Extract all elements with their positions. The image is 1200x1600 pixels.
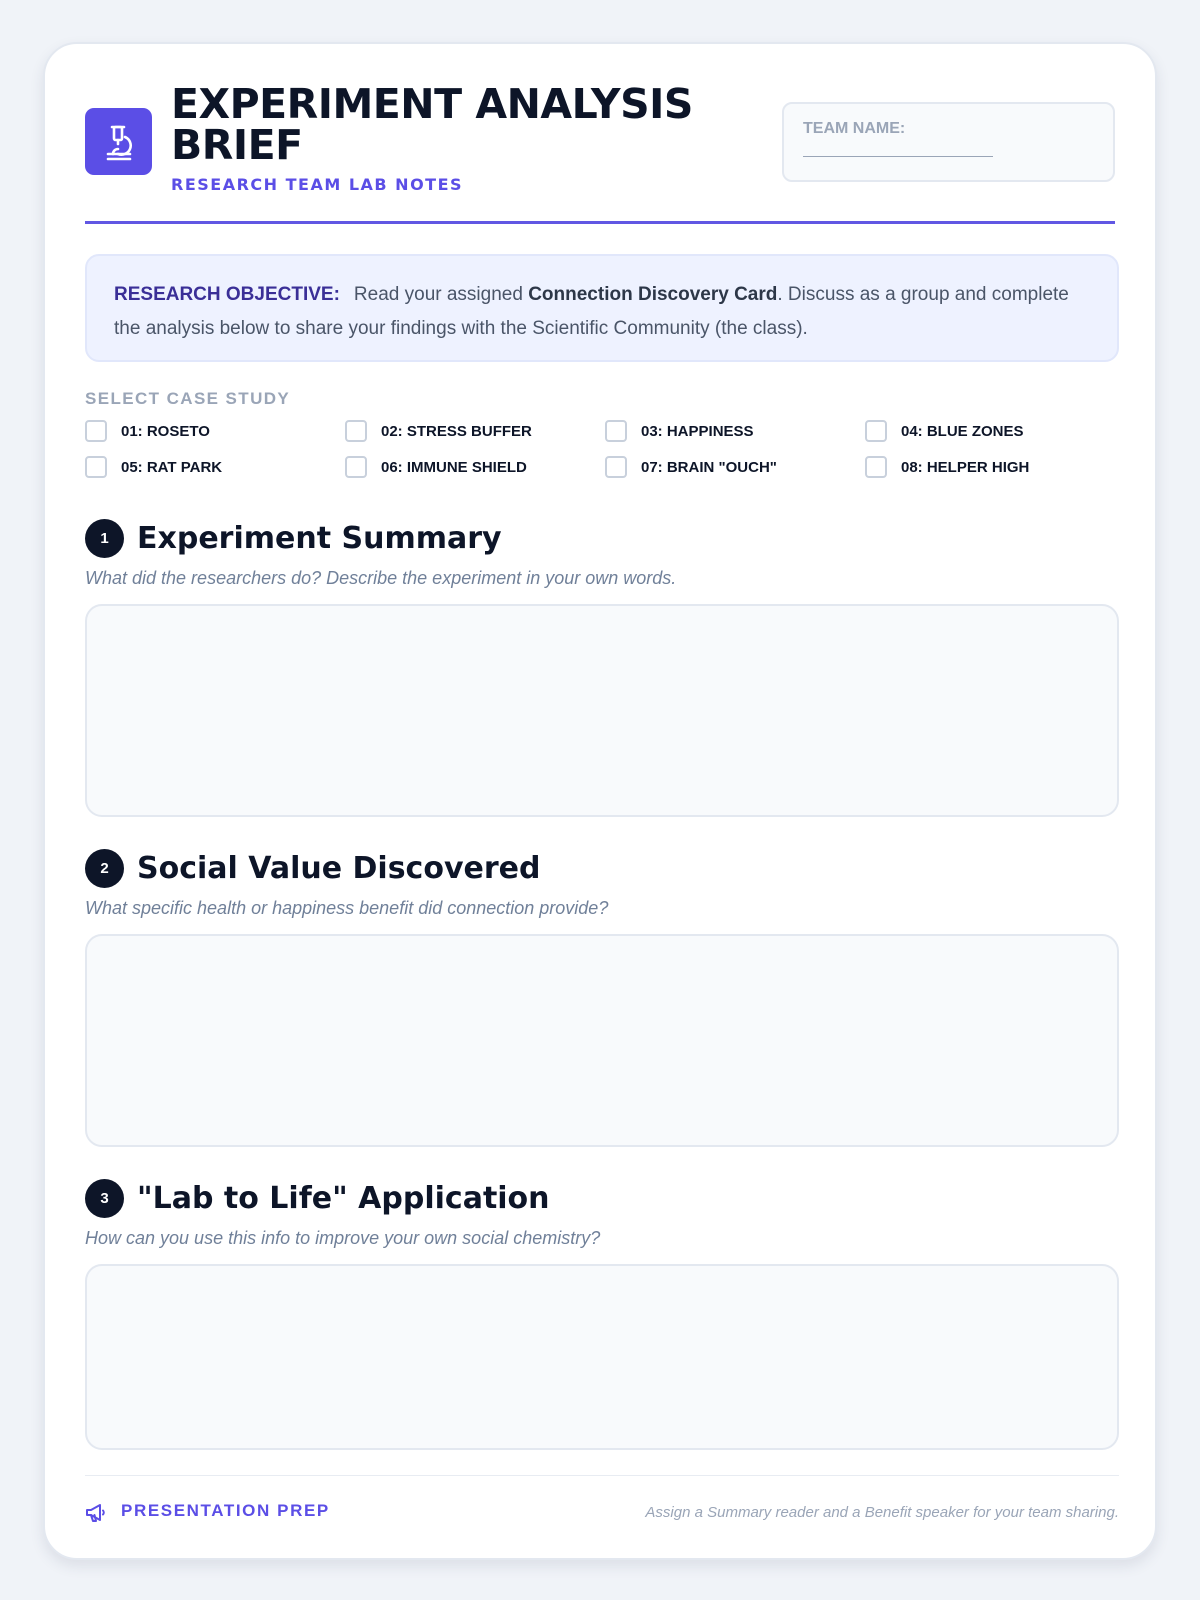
case-option-label: 04: BLUE ZONES [901, 422, 1024, 440]
checkbox[interactable] [605, 420, 627, 442]
checkbox[interactable] [345, 456, 367, 478]
objective-text-end: . Discuss as a group and complete the analysis below to share your findings with the Scientific Community (the class). [114, 284, 1069, 339]
case-study-title: SELECT CASE STUDY [85, 389, 291, 408]
case-option-roseto[interactable] [85, 420, 345, 442]
checkbox[interactable] [865, 420, 887, 442]
team-name-label: TEAM NAME: [803, 120, 906, 137]
section-number-badge: 2 [85, 849, 124, 888]
presentation-prep-title: PRESENTATION PREP [121, 1501, 330, 1520]
objective-card-name: Connection Discovery Card [528, 284, 778, 305]
research-objective [85, 254, 1119, 362]
case-option-immune-shield[interactable] [345, 456, 605, 478]
checkbox[interactable] [85, 420, 107, 442]
case-option-label: 07: BRAIN "OUCH" [641, 458, 777, 476]
page-subtitle: RESEARCH TEAM LAB NOTES [171, 175, 464, 194]
case-study-options [85, 420, 1125, 478]
team-name-field[interactable] [782, 102, 1115, 182]
section-number-badge: 3 [85, 1179, 124, 1218]
page-title: EXPERIMENT ANALYSIS BRIEF [171, 80, 693, 169]
section-question: How can you use this info to improve your own social chemistry? [85, 1228, 601, 1248]
worksheet [43, 42, 1157, 1560]
case-option-label: 08: HELPER HIGH [901, 458, 1030, 476]
case-option-rat-park[interactable] [85, 456, 345, 478]
checkbox[interactable] [85, 456, 107, 478]
section-question: What specific health or happiness benefit did connection provide? [85, 898, 609, 918]
microscope-icon [102, 123, 136, 161]
checkbox[interactable] [345, 420, 367, 442]
case-option-stress-buffer[interactable] [345, 420, 605, 442]
section-number-badge: 1 [85, 519, 124, 558]
case-option-blue-zones[interactable] [865, 420, 1125, 442]
section-title: "Lab to Life" Application [137, 1180, 550, 1216]
team-name-line[interactable] [803, 156, 993, 157]
logo [85, 108, 152, 175]
presentation-prep-note: Assign a Summary reader and a Benefit speaker for your team sharing. [645, 1504, 1119, 1521]
objective-label: RESEARCH OBJECTIVE: [114, 284, 340, 305]
case-option-label: 06: IMMUNE SHIELD [381, 458, 527, 476]
lab-to-life-answer-box[interactable] [85, 1264, 1119, 1450]
case-option-happiness[interactable] [605, 420, 865, 442]
case-option-helper-high[interactable] [865, 456, 1125, 478]
objective-text-start: Read your assigned [353, 284, 529, 305]
experiment-summary-answer-box[interactable] [85, 604, 1119, 817]
case-option-label: 02: STRESS BUFFER [381, 422, 532, 440]
footer [85, 1475, 1119, 1535]
header [85, 44, 1115, 224]
checkbox[interactable] [605, 456, 627, 478]
case-option-label: 03: HAPPINESS [641, 422, 754, 440]
case-option-label: 05: RAT PARK [121, 458, 223, 476]
checkbox[interactable] [865, 456, 887, 478]
section-social-value [85, 848, 1119, 1147]
social-value-answer-box[interactable] [85, 934, 1119, 1147]
section-lab-to-life [85, 1178, 1119, 1450]
section-title: Experiment Summary [137, 520, 502, 556]
section-title: Social Value Discovered [137, 850, 541, 886]
case-option-label: 01: ROSETO [121, 422, 210, 440]
megaphone-icon [85, 1503, 107, 1523]
case-option-brain-ouch[interactable] [605, 456, 865, 478]
section-experiment-summary [85, 518, 1119, 817]
section-question: What did the researchers do? Describe the experiment in your own words. [85, 568, 677, 588]
